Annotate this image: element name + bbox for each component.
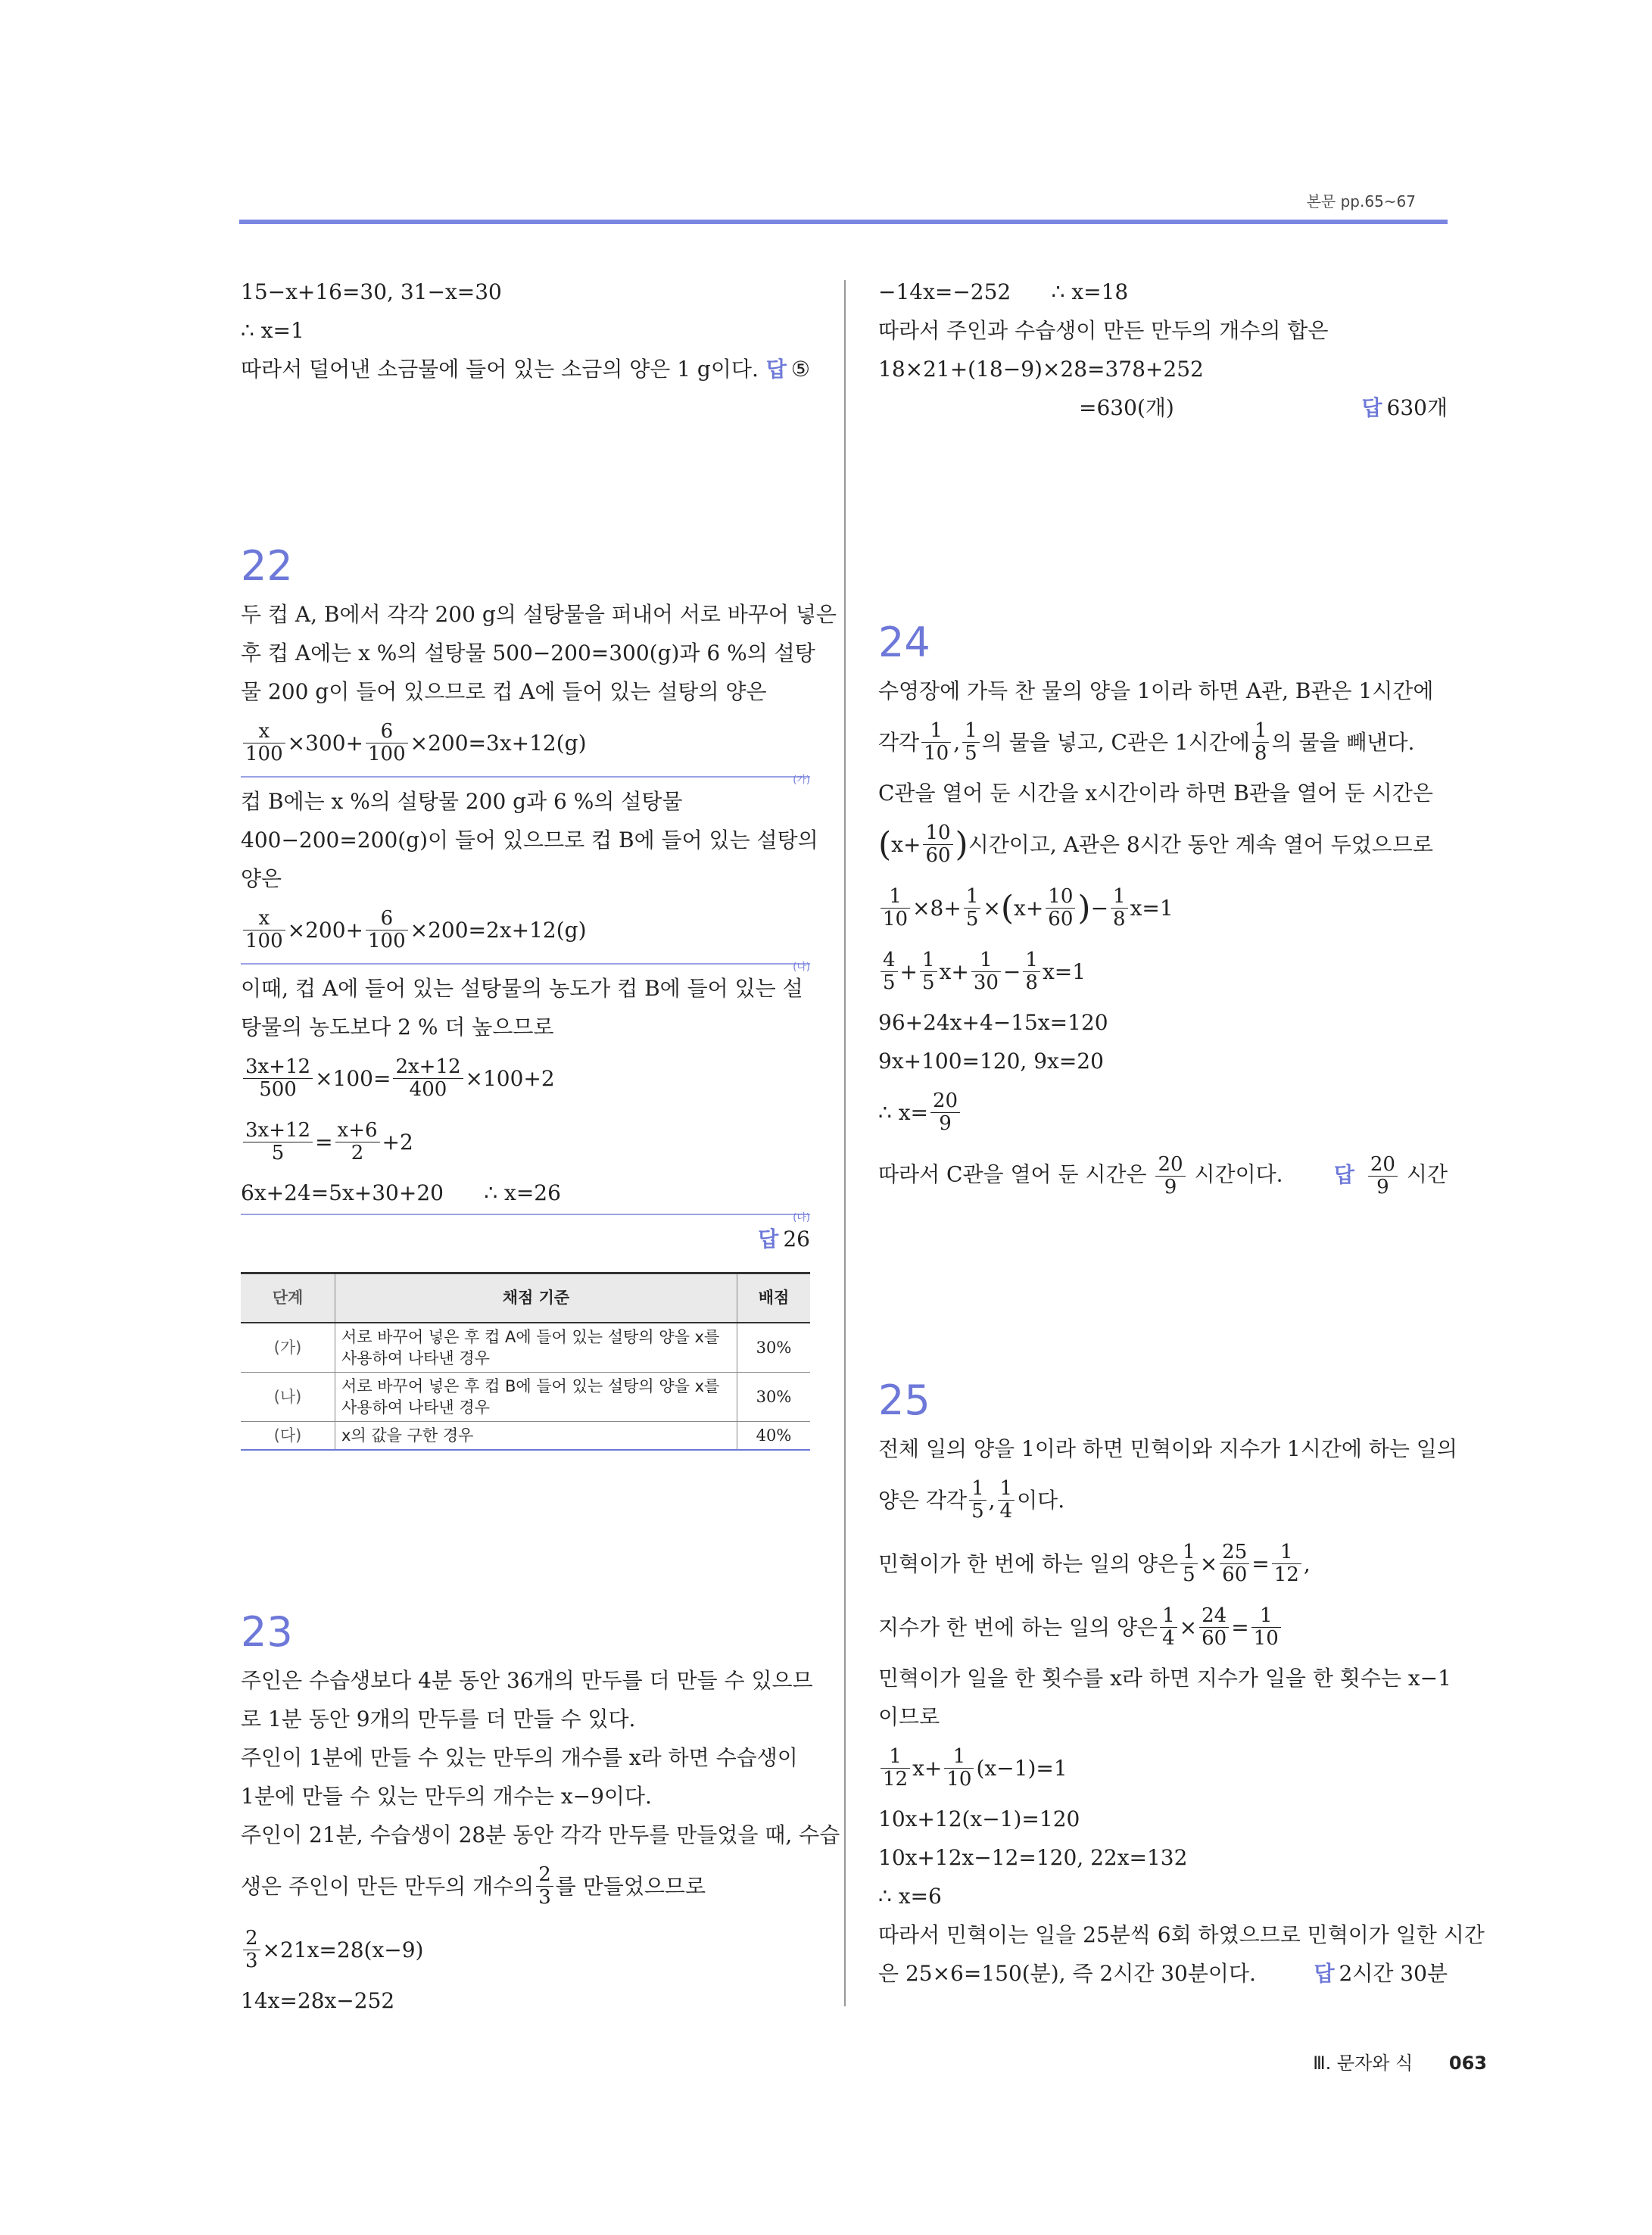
term: − [1090, 895, 1109, 921]
numerator: 1 [920, 949, 937, 972]
term: ×200+ [287, 917, 364, 943]
numerator: 2 [243, 1928, 260, 1950]
denominator: 60 [1048, 907, 1074, 930]
numerator: 1 [1272, 1541, 1301, 1564]
denominator: 5 [971, 1499, 984, 1523]
denominator: 8 [1113, 907, 1126, 930]
text-line: 1분에 만들 수 있는 만두의 개수는 x−9이다. [241, 1784, 652, 1809]
text-line: 민혁이가 일을 한 횟수를 x라 하면 지수가 일을 한 횟수는 x−1 [878, 1666, 1451, 1691]
text-line: 컵 B에는 x %의 설탕물 200 g과 6 %의 설탕물 [241, 789, 683, 814]
text: 를 만들었으므로 [555, 1873, 706, 1899]
denominator: 2 [351, 1141, 364, 1164]
denominator: 9 [939, 1111, 952, 1135]
answer-label: 답 [758, 1227, 779, 1252]
text-line: 이므로 [878, 1704, 940, 1729]
term: × [1199, 1551, 1218, 1576]
text-line: ∴ x=1 [241, 318, 304, 343]
fraction [1272, 1541, 1301, 1585]
term: + [899, 959, 918, 984]
term: x=1 [1042, 959, 1086, 984]
denominator: 4 [999, 1499, 1013, 1523]
fraction [1111, 886, 1128, 930]
denominator: 60 [1222, 1563, 1248, 1586]
numerator: 1 [1180, 1541, 1198, 1564]
text: 지수가 한 번에 하는 일의 양은 [878, 1614, 1158, 1640]
text-line: 15−x+16=30, 31−x=30 [241, 279, 502, 304]
step-rule-a [241, 775, 810, 786]
fraction [1199, 1605, 1229, 1649]
denominator: 12 [883, 1767, 909, 1791]
criterion-cell: x의 값을 구한 경우 [335, 1422, 737, 1451]
equation-4: 9x+100=120, 9x=20 [878, 1049, 1104, 1074]
numerator: 10 [923, 822, 952, 845]
denominator: 10 [883, 907, 909, 930]
numerator: 3x+12 [243, 1120, 313, 1142]
numerator: 1 [881, 886, 910, 909]
text-line [878, 1532, 1448, 1595]
page-footer [1313, 2048, 1487, 2074]
numerator: 20 [930, 1090, 960, 1113]
answer-value: 630개 [1386, 395, 1448, 420]
fraction [366, 721, 408, 765]
fraction [1023, 949, 1040, 993]
criterion-cell: 서로 바꾸어 넣은 후 컵 A에 들어 있는 설탕의 양을 x를 사용하여 나타낸 경우 [335, 1323, 737, 1373]
text-line [241, 1854, 810, 1918]
text: 시간이다. [1194, 1161, 1283, 1187]
equation-1 [878, 1736, 1448, 1800]
term: = [1251, 1551, 1270, 1576]
equation-4: ∴ x=6 [878, 1884, 942, 1909]
fraction [1160, 1605, 1177, 1649]
denominator: 9 [1376, 1175, 1389, 1199]
numerator: 1 [1252, 720, 1270, 743]
numerator: x+6 [335, 1120, 380, 1142]
fraction [243, 1928, 260, 1972]
text-line: 따라서 민혁이는 일을 25분씩 6회 하였으므로 민혁이가 일한 시간 [878, 1922, 1485, 1947]
answer-label: 답 [765, 357, 787, 382]
equation-2: 14x=28x−252 [241, 1988, 395, 2013]
denominator: 12 [1273, 1563, 1299, 1586]
term: ×200=2x+12(g) [410, 917, 587, 943]
numerator: 10 [1046, 886, 1075, 909]
numerator: 1 [1160, 1605, 1177, 1628]
term: ×300+ [287, 730, 364, 756]
denominator: 100 [368, 742, 406, 765]
term: x+ [939, 959, 969, 984]
text-line: 따라서 주인과 수습생이 만든 만두의 개수의 합은 [878, 318, 1329, 343]
numerator: 4 [881, 949, 898, 972]
answer-value: 2시간 30분 [1339, 1961, 1448, 1986]
equation-3 [241, 1046, 810, 1110]
equation-5: 6x+24=5x+30+20 ∴ x=26 [241, 1180, 561, 1205]
problem-23-continuation [878, 273, 1448, 427]
problem-number: 25 [878, 1376, 930, 1424]
step-rule-c [241, 1212, 810, 1223]
term: ∴ x= [878, 1099, 928, 1125]
numerator: 1 [944, 1746, 974, 1769]
step-cell: (다) [241, 1422, 335, 1451]
answer [766, 350, 810, 388]
denominator: 5 [271, 1141, 285, 1164]
open-paren: ( [878, 824, 892, 864]
denominator: 10 [946, 1767, 972, 1791]
equation-2 [878, 940, 1448, 1003]
text-line [878, 710, 1448, 774]
fraction [944, 1746, 974, 1790]
problem-23 [241, 1608, 840, 2020]
equation-4 [241, 1110, 810, 1174]
term: +2 [382, 1129, 413, 1155]
problem-number: 23 [241, 1608, 293, 1656]
text: 양은 각각 [878, 1487, 968, 1513]
denominator: 100 [368, 929, 406, 952]
text: , [953, 729, 961, 755]
text-line: 주인이 21분, 수습생이 28분 동안 각각 만두를 만들었을 때, 수습 [241, 1822, 840, 1847]
text-line: 400−200=200(g)이 들어 있으므로 컵 B에 들어 있는 설탕의 [241, 828, 818, 853]
text: x+ [891, 831, 921, 857]
text-line: 후 컵 A에는 x %의 설탕물 500−200=300(g)과 6 %의 설탕 [241, 641, 815, 666]
equation-result: =630(개) [1079, 395, 1174, 420]
chapter-title: Ⅲ. 문자와 식 [1313, 2053, 1414, 2074]
open-paren: ( [1000, 888, 1015, 927]
fraction [1251, 1605, 1281, 1649]
text-line [878, 388, 1448, 427]
answer-label: 답 [1361, 395, 1382, 420]
text-line: 주인은 수습생보다 4분 동안 36개의 만두를 더 만들 수 있으므 [241, 1668, 813, 1693]
step-cell: (나) [241, 1373, 335, 1422]
denominator: 10 [924, 741, 949, 765]
text-line: 물 200 g이 들어 있으므로 컵 A에 들어 있는 설탕의 양은 [241, 679, 767, 704]
term: ×100+2 [465, 1065, 555, 1091]
fraction [1252, 720, 1270, 764]
text-line: 수영장에 가득 찬 물의 양을 1이라 하면 A관, B관은 1시간에 [878, 678, 1434, 703]
right-column [878, 273, 1485, 1993]
term: x+ [1014, 895, 1044, 921]
text-line: 이때, 컵 A에 들어 있는 설탕물의 농도가 컵 B에 들어 있는 설 [241, 976, 803, 1001]
answer [241, 1220, 810, 1258]
close-paren: ) [955, 824, 968, 864]
numerator: 20 [1155, 1154, 1185, 1177]
text: 민혁이가 한 번에 하는 일의 양은 [878, 1551, 1179, 1576]
conclusion-line [878, 1144, 1448, 1208]
fraction [1180, 1541, 1198, 1585]
numerator: 1 [921, 720, 951, 743]
problem-24 [878, 620, 1448, 1208]
numerator: 1 [1251, 1605, 1281, 1628]
fraction [969, 1478, 987, 1522]
text: 의 물을 넣고, C관은 1시간에 [981, 729, 1250, 755]
fraction [1155, 1154, 1185, 1198]
step-marker: (가) [793, 775, 810, 786]
denominator: 10 [1253, 1626, 1279, 1650]
conclusion [878, 1154, 1283, 1198]
denominator: 5 [922, 971, 935, 994]
denominator: 30 [973, 971, 999, 994]
text-line: C관을 열어 둔 시간을 x시간이라 하면 B관을 열어 둔 시간은 [878, 781, 1433, 806]
term: (x−1)=1 [976, 1755, 1068, 1781]
step-marker: (다) [793, 1212, 810, 1223]
grading-table [241, 1272, 810, 1451]
denominator: 400 [409, 1077, 447, 1101]
text-line: 탕물의 농도보다 2 % 더 높으므로 [241, 1015, 554, 1040]
numerator: 1 [964, 886, 981, 909]
conclusion-text: 은 25×6=150(분), 즉 2시간 30분이다. [878, 1961, 1256, 1986]
text-line [241, 350, 810, 388]
fraction [536, 1864, 553, 1908]
fraction [1368, 1154, 1398, 1198]
numerator: 6 [366, 908, 408, 930]
text-line [878, 812, 1448, 876]
term: ×100= [315, 1065, 391, 1091]
equation-2: 10x+12(x−1)=120 [878, 1806, 1080, 1831]
header-score: 배점 [737, 1273, 811, 1323]
denominator: 8 [1025, 971, 1038, 994]
numerator: 1 [969, 1478, 987, 1501]
table-row [241, 1323, 810, 1373]
problem-25 [878, 1376, 1485, 1993]
problem-21-continuation [241, 273, 810, 388]
text-line: 로 1분 동안 9개의 만두를 더 만들 수 있다. [241, 1707, 636, 1732]
fraction [881, 949, 898, 993]
denominator: 60 [1202, 1626, 1227, 1650]
denominator: 3 [245, 1949, 258, 1972]
header-step: 단계 [241, 1273, 335, 1323]
problem-number: 24 [878, 619, 930, 666]
equation-1 [241, 1918, 810, 1981]
numerator: x [243, 908, 285, 930]
denominator: 5 [965, 741, 977, 765]
header-rule [239, 220, 1448, 224]
equation-3: 10x+12x−12=120, 22x=132 [878, 1845, 1188, 1870]
step-rule-b [241, 962, 810, 973]
numerator: 20 [1368, 1154, 1398, 1177]
numerator: 1 [998, 1478, 1015, 1501]
text-line: −14x=−252 ∴ x=18 [878, 279, 1129, 304]
table-header-row [241, 1273, 810, 1323]
fraction [393, 1056, 463, 1100]
fraction [930, 1090, 960, 1134]
problem-number: 22 [241, 542, 293, 590]
fraction [881, 1746, 910, 1790]
text-line [878, 1595, 1448, 1659]
denominator: 5 [1183, 1563, 1195, 1586]
header-criterion: 채점 기준 [335, 1273, 737, 1323]
equation-1 [878, 876, 1448, 940]
equation-3: 96+24x+4−15x=120 [878, 1010, 1108, 1035]
fraction [1220, 1541, 1249, 1585]
fraction [335, 1120, 380, 1164]
fraction [920, 949, 937, 993]
answer [1314, 1954, 1448, 1993]
problem-22 [241, 542, 837, 1451]
fraction [964, 886, 981, 930]
answer [1334, 1154, 1448, 1198]
term: ×21x=28(x−9) [262, 1937, 424, 1962]
close-paren: ) [1077, 888, 1091, 927]
text-line: 18×21+(18−9)×28=378+252 [878, 357, 1204, 382]
fraction [243, 1056, 313, 1100]
numerator: 1 [971, 949, 1001, 972]
column-divider [844, 280, 846, 2006]
numerator: 1 [962, 720, 980, 743]
table-row [241, 1373, 810, 1422]
term: × [1179, 1614, 1198, 1640]
answer-label: 답 [1314, 1961, 1335, 1986]
fraction [366, 908, 408, 952]
denominator: 3 [538, 1885, 551, 1909]
answer-label: 답 [1333, 1161, 1354, 1187]
text: 생은 주인이 만든 만두의 개수의 [241, 1873, 535, 1899]
denominator: 5 [965, 907, 979, 930]
text: , [1303, 1551, 1311, 1576]
answer-value: ⑤ [790, 357, 810, 382]
score-cell: 40% [737, 1422, 811, 1451]
term: ×200=3x+12(g) [410, 730, 587, 756]
answer-value: 26 [783, 1227, 810, 1252]
numerator: 24 [1199, 1605, 1229, 1628]
numerator: 6 [366, 721, 408, 743]
fraction [243, 908, 285, 952]
text-line: 주인이 1분에 만들 수 있는 만두의 개수를 x라 하면 수습생이 [241, 1745, 798, 1770]
conclusion-text: 따라서 덜어낸 소금물에 들어 있는 소금의 양은 1 g이다. [241, 357, 759, 382]
score-cell: 30% [737, 1323, 811, 1373]
term: = [315, 1129, 333, 1155]
fraction [243, 1120, 313, 1164]
fraction [998, 1478, 1015, 1522]
fraction [921, 720, 951, 764]
text-line [878, 1468, 1448, 1532]
equation-b [241, 898, 810, 962]
equation-5 [878, 1080, 1448, 1144]
text-line: 양은 [241, 866, 282, 891]
term: x+ [912, 1755, 943, 1781]
score-cell: 30% [737, 1373, 811, 1422]
numerator: 25 [1220, 1541, 1249, 1564]
numerator: 1 [1023, 949, 1040, 972]
numerator: 3x+12 [243, 1056, 313, 1079]
numerator: 1 [881, 1746, 910, 1769]
text: 시간이고, A관은 8시간 동안 계속 열어 두었으므로 [968, 831, 1433, 857]
denominator: 100 [245, 929, 283, 952]
term: ×8+ [912, 895, 962, 921]
denominator: 60 [925, 843, 951, 867]
fraction [243, 721, 285, 765]
term: = [1231, 1614, 1249, 1640]
fraction [1046, 886, 1075, 930]
answer [1361, 388, 1448, 427]
denominator: 4 [1162, 1626, 1175, 1650]
page-reference: 본문 pp.65~67 [1306, 192, 1416, 210]
term: − [1002, 959, 1021, 984]
numerator: 2x+12 [393, 1056, 463, 1079]
fraction [923, 822, 952, 866]
text-line [878, 1954, 1448, 1993]
fraction [971, 949, 1001, 993]
denominator: 9 [1164, 1175, 1177, 1199]
denominator: 500 [259, 1077, 297, 1101]
fraction [881, 886, 910, 930]
numerator: 1 [1111, 886, 1128, 909]
fraction [962, 720, 980, 764]
text: 이다. [1017, 1487, 1065, 1513]
term: × [983, 895, 1001, 921]
text: , [988, 1487, 996, 1513]
step-marker: (나) [793, 962, 810, 973]
text: 따라서 C관을 열어 둔 시간은 [878, 1161, 1147, 1187]
equation-a [241, 711, 810, 775]
step-cell: (가) [241, 1323, 335, 1373]
criterion-cell: 서로 바꾸어 넣은 후 컵 B에 들어 있는 설탕의 양을 x를 사용하여 나타낸 경우 [335, 1373, 737, 1422]
answer-unit: 시간 [1406, 1161, 1448, 1187]
text-line: 전체 일의 양을 1이라 하면 민혁이와 지수가 1시간에 하는 일의 [878, 1436, 1457, 1461]
denominator: 5 [883, 971, 896, 994]
numerator: 2 [536, 1864, 553, 1887]
denominator: 100 [245, 742, 283, 765]
table-row [241, 1422, 810, 1451]
text: 각각 [878, 729, 920, 755]
denominator: 8 [1254, 741, 1267, 765]
term: x=1 [1130, 895, 1174, 921]
numerator: x [243, 721, 285, 743]
text-line: 두 컵 A, B에서 각각 200 g의 설탕물을 퍼내어 서로 바꾸어 넣은 [241, 602, 837, 627]
page-number: 063 [1448, 2053, 1487, 2074]
text: 의 물을 빼낸다. [1271, 729, 1415, 755]
left-column [241, 273, 840, 2020]
